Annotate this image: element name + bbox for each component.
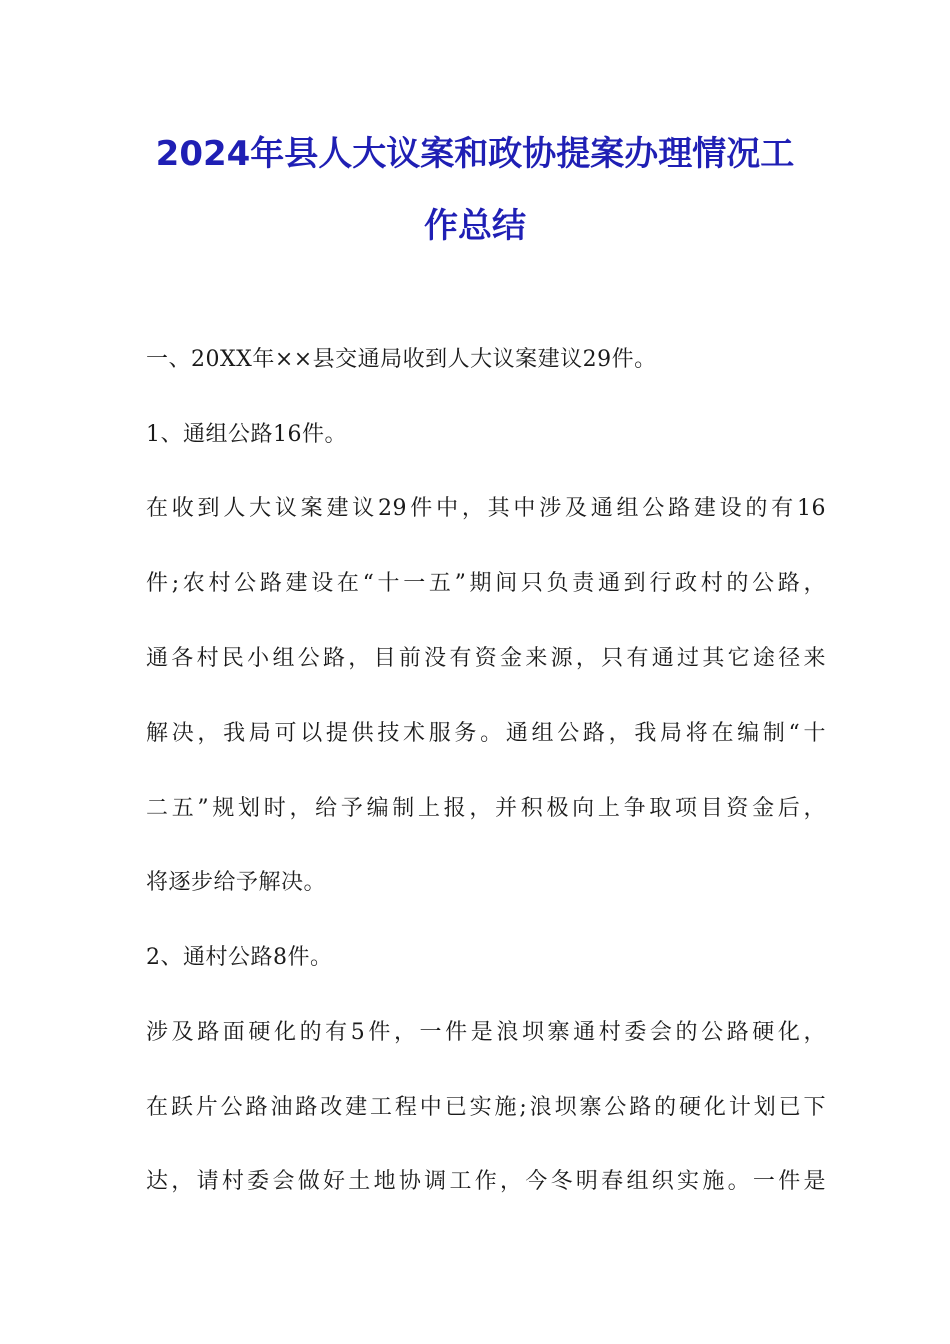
paragraph-line: 通各村民小组公路，目前没有资金来源，只有通过其它途径来	[146, 646, 826, 671]
document-title-line-2: 作总结	[424, 206, 526, 246]
paragraph-line: 件;农村公路建设在“十一五”期间只负责通到行政村的公路，	[146, 571, 826, 596]
paragraph-line: 涉及路面硬化的有5件，一件是浪坝寨通村委会的公路硬化，	[146, 1020, 826, 1045]
paragraph-line: 二五”规划时，给予编制上报，并积极向上争取项目资金后，	[146, 796, 826, 821]
subsection-heading: 2、通村公路8件。	[146, 945, 333, 970]
paragraph-line: 将逐步给予解决。	[146, 870, 327, 895]
section-heading: 一、20XX年××县交通局收到人大议案建议29件。	[146, 347, 657, 372]
document-title-line-1: 2024年县人大议案和政协提案办理情况工	[155, 134, 795, 174]
subsection-heading: 1、通组公路16件。	[146, 422, 347, 447]
paragraph-line: 达，请村委会做好土地协调工作，今冬明春组织实施。一件是	[146, 1169, 826, 1194]
paragraph-line: 在收到人大议案建议29件中，其中涉及通组公路建设的有16	[146, 496, 826, 521]
paragraph-line: 在跃片公路油路改建工程中已实施;浪坝寨公路的硬化计划已下	[146, 1095, 826, 1120]
paragraph-line: 解决，我局可以提供技术服务。通组公路，我局将在编制“十	[146, 721, 826, 746]
